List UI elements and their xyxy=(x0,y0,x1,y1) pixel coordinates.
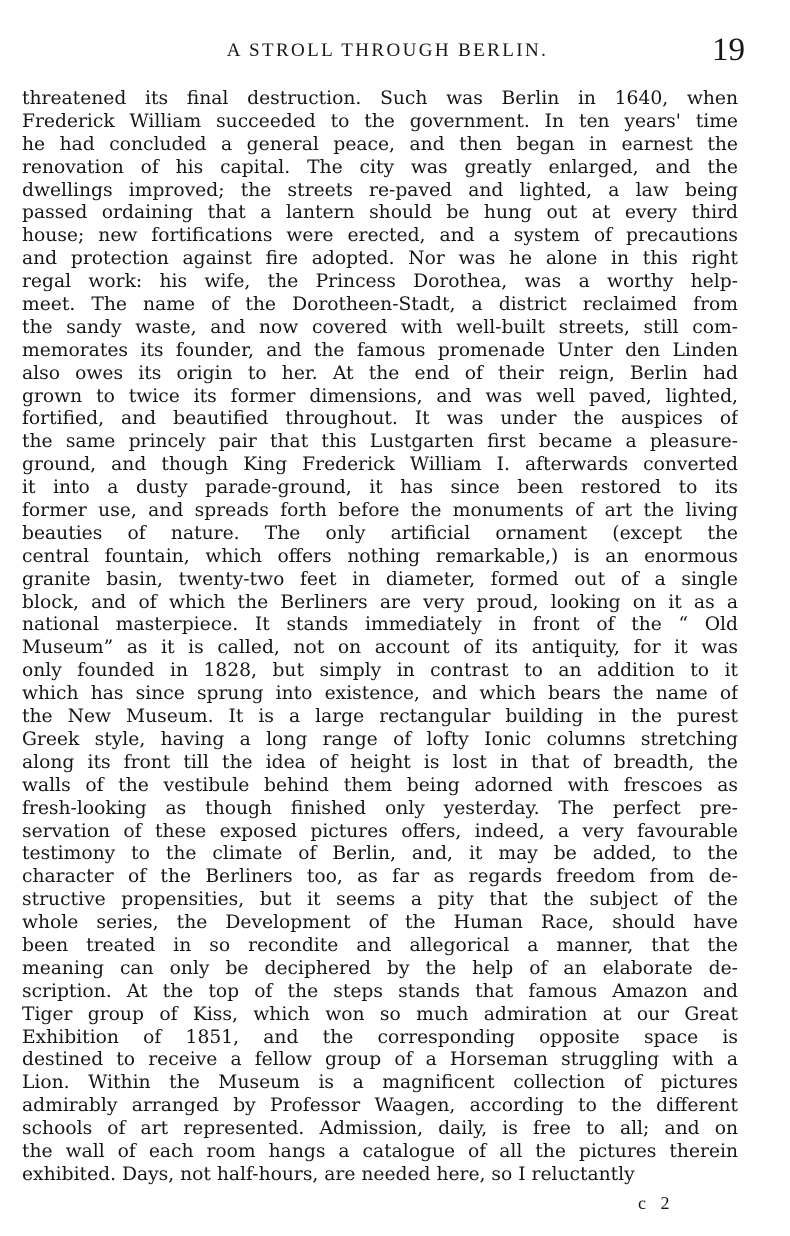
text-line: granite basin, twenty-two feet in diameter, formed out of a single xyxy=(22,568,738,590)
text-line: fresh-looking as though finished only yesterday. The perfect pre- xyxy=(22,797,738,819)
signature-mark: c 2 xyxy=(638,1193,675,1213)
text-line: he had concluded a general peace, and then began in earnest the xyxy=(22,133,738,155)
text-line: former use, and spreads forth before the monuments of art the living xyxy=(22,500,738,522)
text-line: servation of these exposed pictures offers, indeed, a very favourable xyxy=(22,820,738,842)
text-line: national masterpiece. It stands immediately in front of the “ Old xyxy=(22,614,738,636)
text-line: block, and of which the Berliners are very proud, looking on it as a xyxy=(22,591,738,613)
text-line: exhibited. Days, not half-hours, are needed here, so I reluctantly xyxy=(22,1163,635,1185)
text-line: Greek style, having a long range of lofty Ionic columns stretching xyxy=(22,728,738,750)
text-line: structive propensities, but it seems a pity that the subject of the xyxy=(22,889,738,911)
text-line: regal work: his wife, the Princess Dorothea, was a worthy help- xyxy=(22,271,738,293)
text-line: been treated in so recondite and allegorical a manner, that the xyxy=(22,934,738,956)
text-line: testimony to the climate of Berlin, and, it may be added, to the xyxy=(22,843,738,865)
text-line: passed ordaining that a lantern should be hung out at every third xyxy=(22,202,738,224)
text-line: Exhibition of 1851, and the corresponding opposite space is xyxy=(22,1026,738,1048)
text-line: grown to twice its former dimensions, and was well paved, lighted, xyxy=(22,385,738,407)
text-line: and protection against fire adopted. Nor was he alone in this right xyxy=(22,248,738,270)
text-line: memorates its founder, and the famous promenade Unter den Linden xyxy=(22,339,738,361)
text-line: it into a dusty parade-ground, it has since been restored to its xyxy=(22,477,738,499)
text-line: fortified, and beautified throughout. It was under the auspices of xyxy=(22,408,738,430)
text-line: along its front till the idea of height is lost in that of breadth, the xyxy=(22,751,738,773)
text-line: destined to receive a fellow group of a Horseman struggling with a xyxy=(22,1049,738,1071)
text-line: house; new fortifications were erected, and a system of precautions xyxy=(22,225,738,247)
text-line: meaning can only be deciphered by the help of an elaborate de- xyxy=(22,957,738,979)
text-line: the same princely pair that this Lustgarten first became a pleasure- xyxy=(22,431,738,453)
text-line: whole series, the Development of the Human Race, should have xyxy=(22,912,738,934)
text-line: only founded in 1828, but simply in contrast to an addition to it xyxy=(22,660,738,682)
text-line: dwellings improved; the streets re-paved and lighted, a law being xyxy=(22,179,738,201)
text-line: schools of art represented. Admission, daily, is free to all; and on xyxy=(22,1118,738,1140)
text-line: scription. At the top of the steps stands that famous Amazon and xyxy=(22,980,738,1002)
running-title: A STROLL THROUGH BERLIN. xyxy=(226,40,549,61)
text-line: threatened its final destruction. Such was Berlin in 1640, when xyxy=(22,88,738,109)
text-line: Lion. Within the Museum is a magnificent collection of pictures xyxy=(22,1072,738,1094)
body-text xyxy=(22,88,738,1187)
text-line: walls of the vestibule behind them being adorned with frescoes as xyxy=(22,774,738,796)
text-line: central fountain, which offers nothing remarkable,) is an enormous xyxy=(22,545,738,567)
text-line: meet. The name of the Dorotheen-Stadt, a district reclaimed from xyxy=(22,294,738,316)
text-line: also owes its origin to her. At the end of their reign, Berlin had xyxy=(22,362,738,384)
running-head xyxy=(30,30,745,74)
text-line: beauties of nature. The only artificial ornament (except the xyxy=(22,522,738,544)
text-line: renovation of his capital. The city was greatly enlarged, and the xyxy=(22,156,738,178)
text-line: Frederick William succeeded to the government. In ten years' time xyxy=(22,110,738,132)
text-line: ground, and though King Frederick William I. afterwards converted xyxy=(22,454,738,476)
text-line: Tiger group of Kiss, which won so much admiration at our Great xyxy=(22,1003,738,1025)
text-line: the sandy waste, and now covered with well-built streets, still com- xyxy=(22,316,738,338)
text-line: which has since sprung into existence, and which bears the name of xyxy=(22,683,738,705)
text-line: character of the Berliners too, as far as regards freedom from de- xyxy=(22,866,738,888)
page-number: 19 xyxy=(712,32,745,68)
text-line: the New Museum. It is a large rectangular building in the purest xyxy=(22,706,738,728)
text-line: Museum” as it is called, not on account of its antiquity, for it was xyxy=(22,637,738,659)
text-line: admirably arranged by Professor Waagen, according to the different xyxy=(22,1095,738,1117)
text-line: the wall of each room hangs a catalogue of all the pictures therein xyxy=(22,1140,738,1162)
